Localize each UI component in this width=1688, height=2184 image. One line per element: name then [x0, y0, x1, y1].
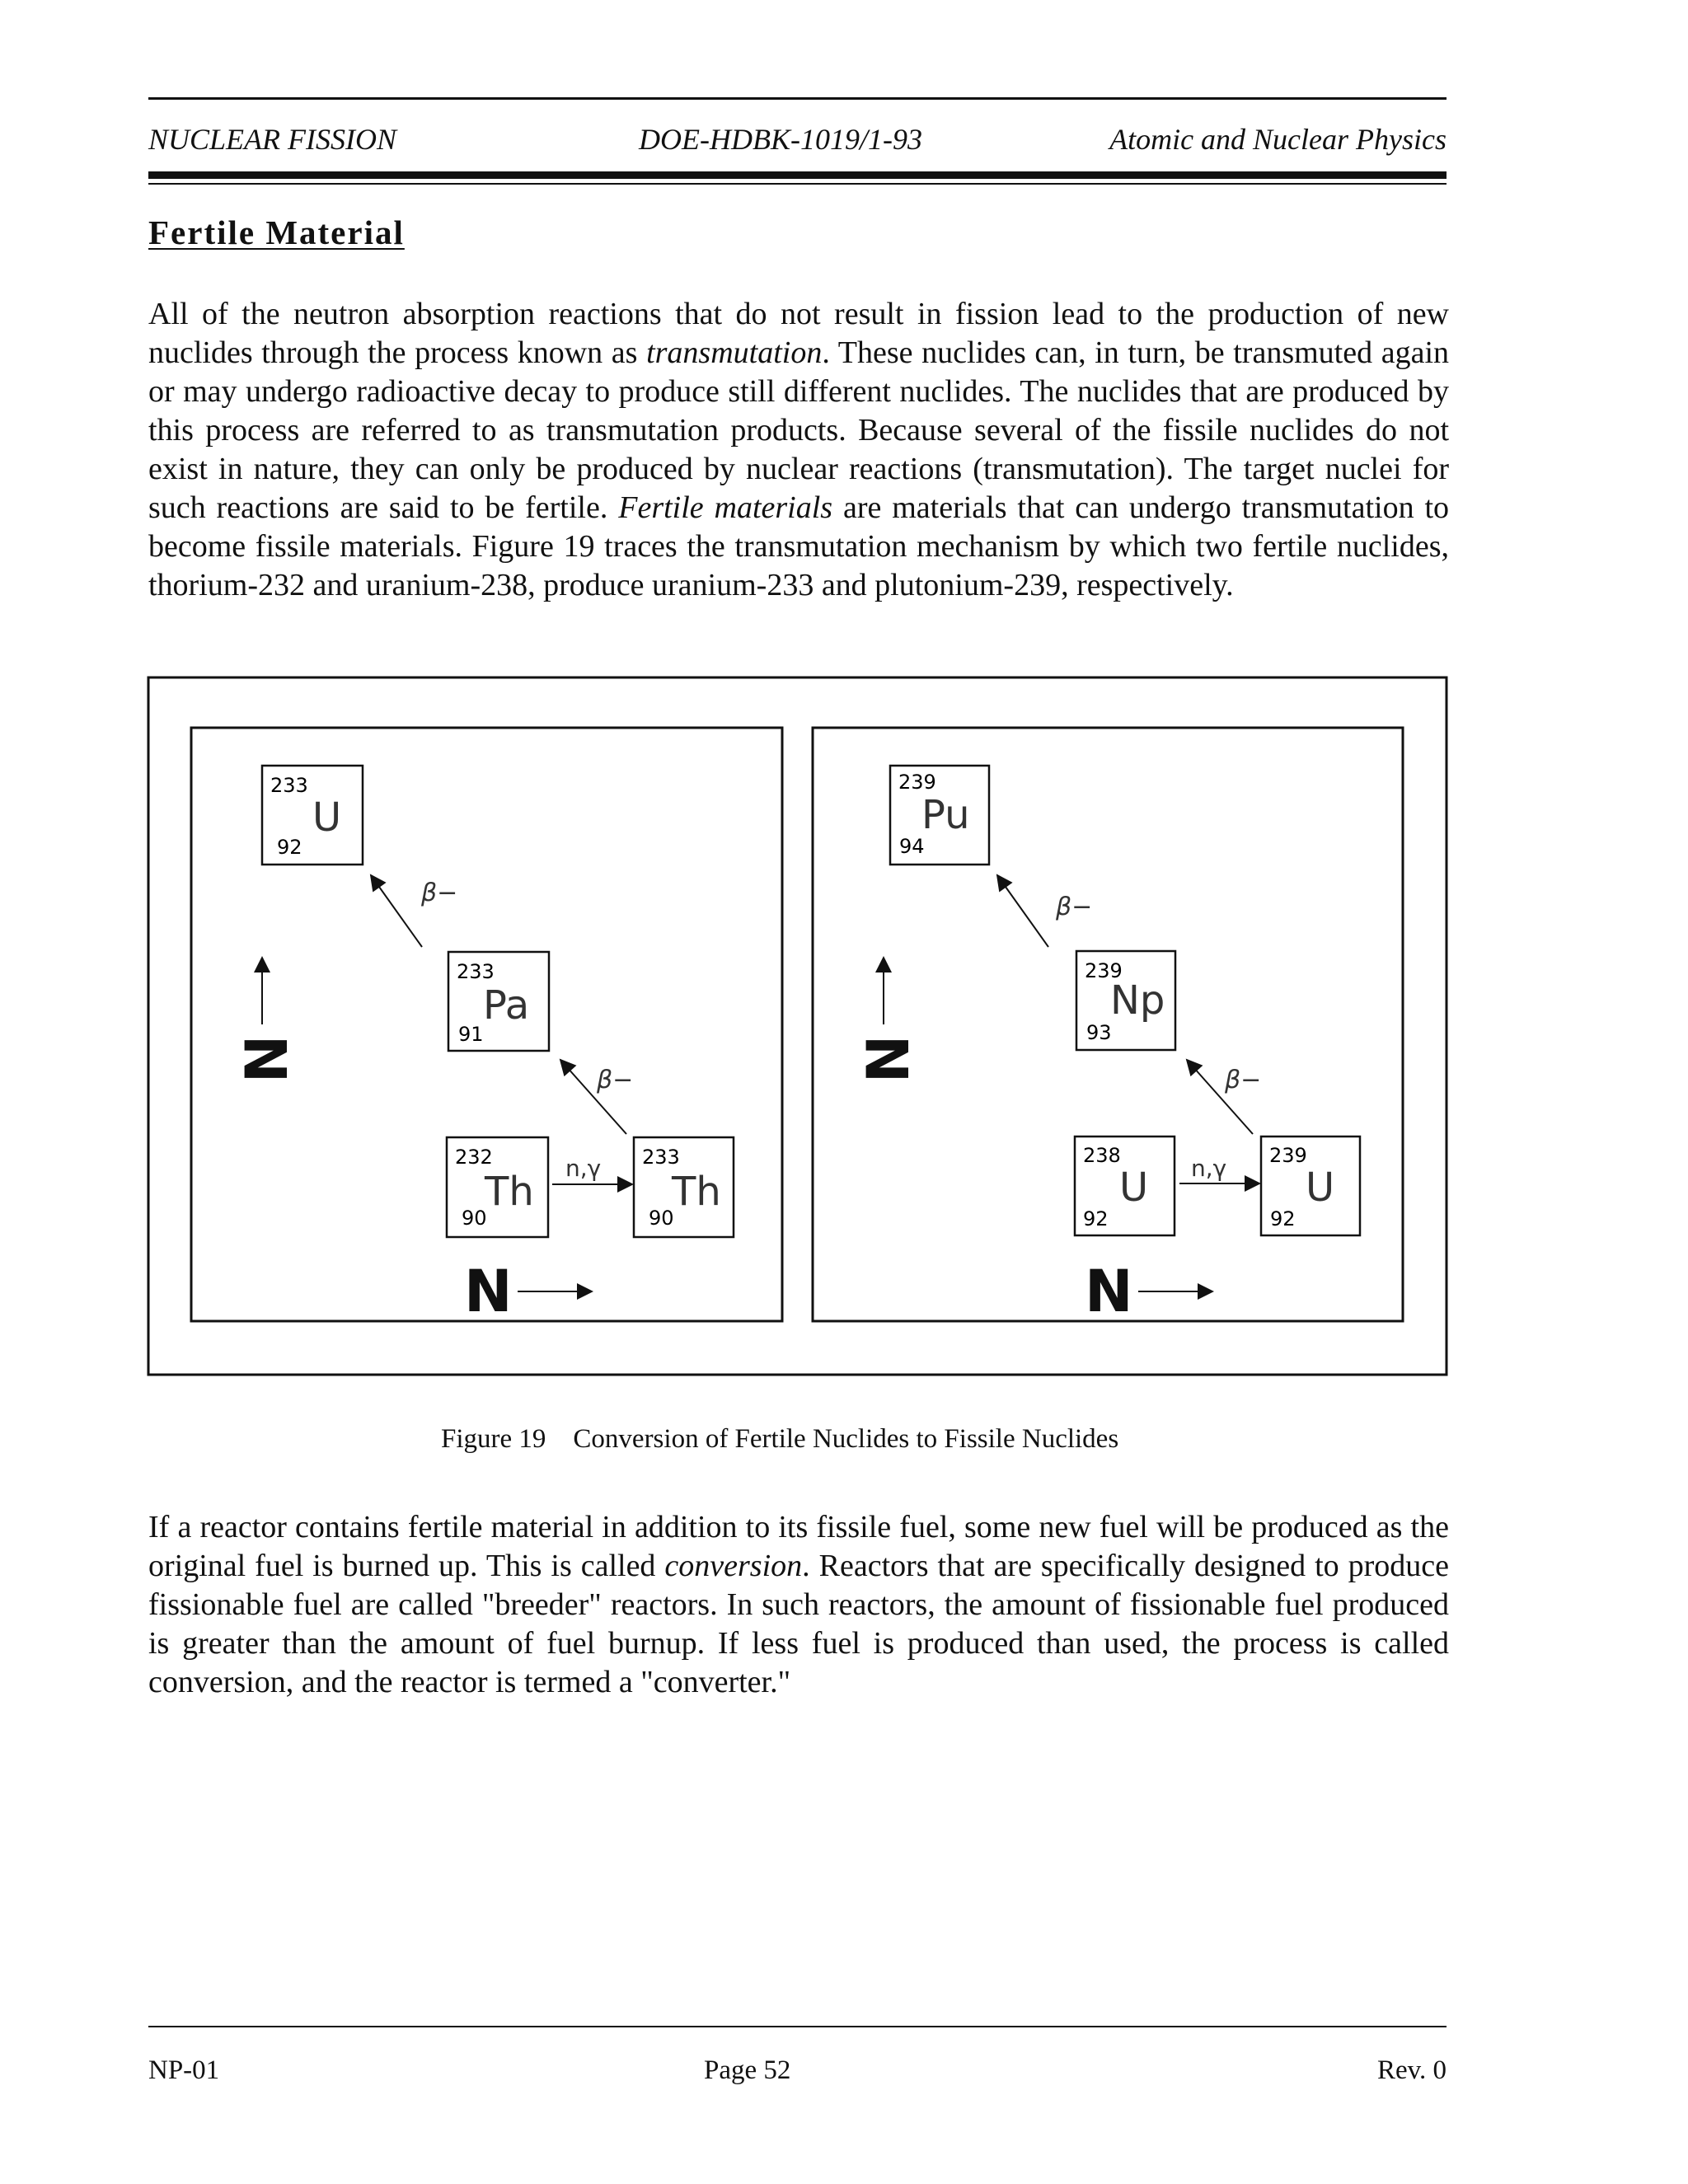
element-symbol: Th [485, 1169, 534, 1215]
header-left: NUCLEAR FISSION [148, 123, 396, 156]
neutron-capture-label: n,γ [1191, 1155, 1227, 1182]
nuclide-box-th233 [634, 1137, 734, 1237]
mass-number: 233 [270, 774, 308, 797]
uranium-chain-panel [813, 728, 1403, 1325]
atomic-number: 94 [899, 835, 925, 858]
element-symbol: Th [672, 1169, 721, 1215]
element-symbol: Pu [921, 792, 970, 838]
nuclide-box-pu239 [890, 766, 989, 865]
n-axis-label: N [464, 1258, 513, 1325]
mass-number: 233 [642, 1146, 680, 1169]
atomic-number: 93 [1086, 1021, 1112, 1044]
beta-minus-label: β− [597, 1066, 634, 1094]
paragraph-conversion [148, 1508, 1449, 1702]
nuclide-box-pa233 [448, 952, 549, 1051]
nuclide-box-th232 [447, 1137, 548, 1237]
element-symbol: Pa [483, 982, 530, 1029]
thorium-chain-panel [191, 728, 782, 1325]
term-conversion: conversion [664, 1549, 803, 1583]
mass-number: 239 [898, 771, 936, 794]
nuclide-box-u239 [1261, 1137, 1360, 1235]
mass-number: 239 [1085, 959, 1123, 982]
beta-decay-arrow-upper [997, 875, 1048, 947]
beta-minus-label: β− [1225, 1066, 1262, 1094]
nuclide-box-u238 [1075, 1137, 1175, 1235]
footer-doc-id: NP-01 [148, 2055, 220, 2085]
element-symbol: Np [1110, 977, 1165, 1024]
mass-number: 238 [1083, 1144, 1121, 1167]
figure-frame [148, 677, 1447, 1375]
term-transmutation: transmutation [646, 335, 823, 370]
footer-revision: Rev. 0 [1376, 2055, 1447, 2085]
paragraph2-text-1: If a reactor contains fertile material in addition to its fissile fuel, some new fuel will be produced as the original fuel is burned up. This is called [148, 1510, 1449, 1583]
atomic-number: 90 [462, 1207, 487, 1230]
term-fertile-materials: Fertile materials [618, 490, 833, 525]
footer-page-number: Page 52 [704, 2055, 791, 2085]
beta-minus-label: β− [421, 879, 458, 907]
nuclide-box-u233 [262, 766, 363, 865]
atomic-number: 91 [458, 1023, 484, 1046]
paragraph2-text-2: . Reactors that are specifically designed to produce fissionable fuel are called "breeder" reactors. In such reactors, the amount of fissionable fuel produced is greater than the amount of fuel burnup. If less fuel is produced than used, the process is called conversion, and the reactor is termed a "converter." [148, 1549, 1449, 1699]
atomic-number: 92 [1270, 1207, 1296, 1230]
header-right: Atomic and Nuclear Physics [1109, 123, 1447, 156]
mass-number: 232 [455, 1146, 493, 1169]
element-symbol: U [1119, 1165, 1149, 1211]
paragraph1-text-2: . These nuclides can, in turn, be transmuted again or may undergo radioactive decay to produce still different nuclides. The nuclides that are produced by this process are referred to as transmutation products. Because several of the fissile nuclides do not exist in nature, they can only be produced by nuclear reactions (transmutation). The target nuclei for such reactions are said to be fertile. [148, 335, 1449, 525]
beta-decay-arrow-upper [371, 875, 422, 947]
section-title: Fertile Material [148, 213, 405, 251]
beta-minus-label: β− [1056, 893, 1093, 921]
element-symbol: U [1306, 1165, 1335, 1211]
mass-number: 233 [457, 960, 495, 983]
atomic-number: 90 [649, 1207, 674, 1230]
header-center: DOE-HDBK-1019/1-93 [639, 123, 922, 156]
mass-number: 239 [1269, 1144, 1307, 1167]
neutron-capture-label: n,γ [565, 1155, 602, 1182]
n-axis-label: N [1085, 1258, 1133, 1325]
paragraph1-text-1: All of the neutron absorption reactions that do not result in fission lead to the production of new nuclides through the process known as [148, 297, 1449, 370]
atomic-number: 92 [1083, 1207, 1109, 1230]
atomic-number: 92 [277, 836, 302, 859]
figure-caption: Figure 19 Conversion of Fertile Nuclides to Fissile Nuclides [441, 1424, 1119, 1454]
z-axis-label: N [233, 1034, 301, 1084]
footer-rule [148, 2026, 1447, 2027]
element-symbol: U [312, 794, 342, 841]
nuclide-box-np239 [1076, 951, 1175, 1050]
z-axis-label: N [855, 1034, 922, 1084]
paragraph1-text-3: are materials that can undergo transmutation to become fissile materials. Figure 19 traces the transmutation mechanism by which two fertile nuclides, thorium-232 and uranium-238, produce uranium-233 and plutonium-239, respectively. [148, 490, 1450, 602]
